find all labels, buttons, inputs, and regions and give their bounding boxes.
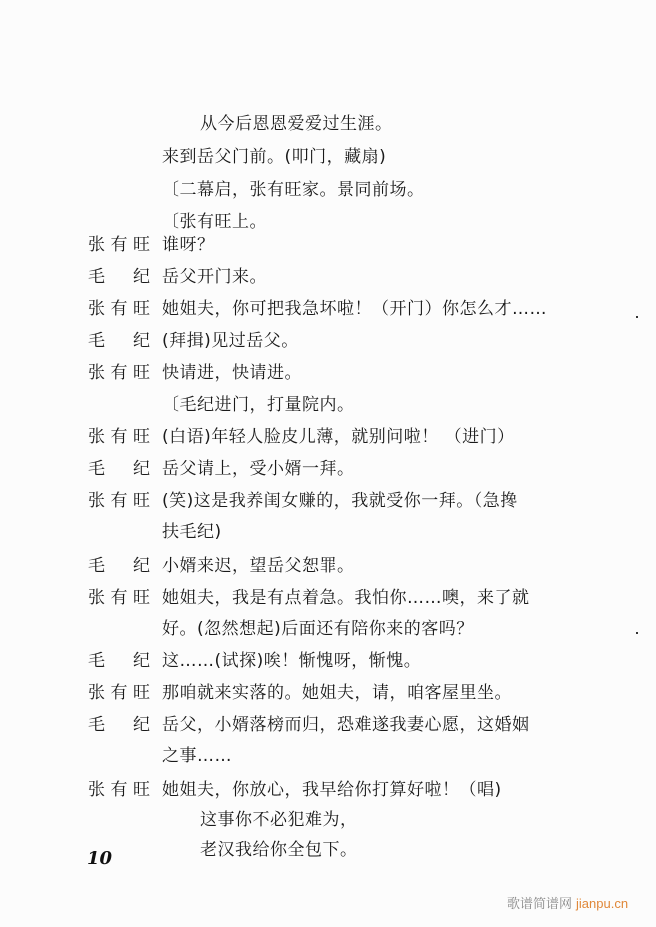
speech-text: (拜揖)见过岳父。 <box>162 331 299 351</box>
speech-text: 快请进，快请进。 <box>162 363 302 383</box>
speaker-name: 张 有 旺 <box>88 363 150 383</box>
speaker-name: 张 有 旺 <box>88 235 150 255</box>
speech-text: 岳父请上，受小婿一拜。 <box>162 459 355 479</box>
speech-text: 好。(忽然想起)后面还有陪你来的客吗？ <box>162 619 474 639</box>
speaker-name: 张 有 旺 <box>88 588 150 608</box>
speaker-name: 毛 纪 <box>88 556 150 576</box>
verse-text: 老汉我给你全包下。 <box>200 840 358 860</box>
verse-text: 从今后恩恩爱爱过生涯。 <box>200 114 393 134</box>
verse-text: 这事你不必犯难为， <box>200 810 358 830</box>
speech-text: 岳父，小婿落榜而归，恐难遂我妻心愿，这婚姻 <box>162 715 530 735</box>
speech-text: 她姐夫，你可把我急坏啦！（开门）你怎么才…… <box>162 299 547 319</box>
speaker-name: 毛 纪 <box>88 715 150 735</box>
speech-text: 这……(试探)唉！惭愧呀，惭愧。 <box>162 651 422 671</box>
speech-text: 她姐夫，你放心，我早给你打算好啦！（唱) <box>162 780 502 800</box>
page-number: 10 <box>87 848 113 869</box>
scan-speck <box>636 316 638 318</box>
speech-text: 那咱就来实落的。她姐夫，请，咱客屋里坐。 <box>162 683 512 703</box>
speaker-name: 张 有 旺 <box>88 780 150 800</box>
watermark <box>507 893 628 912</box>
speaker-name: 张 有 旺 <box>88 427 150 447</box>
stage-text: 〔毛纪进门，打量院内。 <box>162 395 355 415</box>
speech-text: 谁呀？ <box>162 235 215 255</box>
speech-text: 扶毛纪) <box>162 522 222 542</box>
speaker-name: 毛 纪 <box>88 267 150 287</box>
stage-text: 〔张有旺上。 <box>162 212 267 232</box>
speaker-name: 张 有 旺 <box>88 683 150 703</box>
speaker-name: 毛 纪 <box>88 331 150 351</box>
stage-text: 〔二幕启，张有旺家。景同前场。 <box>162 180 425 200</box>
watermark-cn: 歌谱简谱网 <box>507 897 573 912</box>
scan-speck <box>636 632 638 634</box>
speech-text: 岳父开门来。 <box>162 267 267 287</box>
speaker-name: 毛 纪 <box>88 651 150 671</box>
watermark-site: jianpu.cn <box>576 896 629 911</box>
speech-text: 之事…… <box>162 746 232 766</box>
speaker-name: 张 有 旺 <box>88 299 150 319</box>
speech-text: (白语)年轻人脸皮儿薄，就别问啦！ （进门） <box>162 427 515 447</box>
speaker-name: 毛 纪 <box>88 459 150 479</box>
speech-text: 来到岳父门前。(叩门，藏扇) <box>162 147 387 167</box>
speech-text: 她姐夫，我是有点着急。我怕你……噢，来了就 <box>162 588 530 608</box>
speech-text: 小婿来迟，望岳父恕罪。 <box>162 556 355 576</box>
speech-text: (笑)这是我养闺女赚的，我就受你一拜。（急搀 <box>162 491 518 511</box>
speaker-name: 张 有 旺 <box>88 491 150 511</box>
